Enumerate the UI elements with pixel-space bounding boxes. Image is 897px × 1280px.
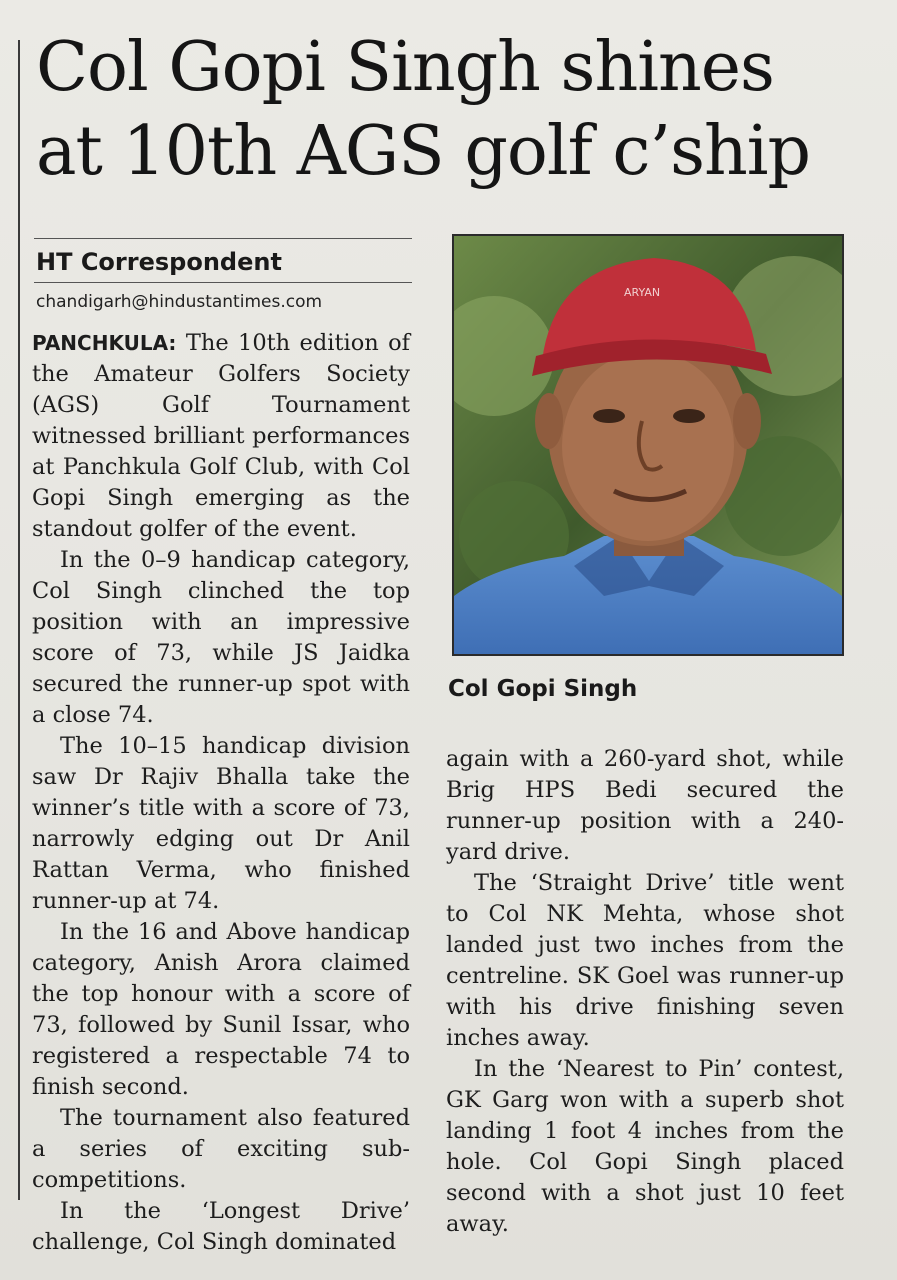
column-rule — [18, 40, 20, 1200]
article-paragraph: The 10–15 handicap division saw Dr Rajiv Bhalla take the winner’s title with a score of 73, narrowly edging out Dr Anil Rattan Verma, who finished runner-up at 74. — [32, 733, 410, 914]
cap-logo: ARYAN — [624, 286, 661, 299]
article-paragraph: In the 16 and Above handicap category, Anish Arora claimed the top honour with a score of 73, followed by Sunil Issar, who registered a respectable 74 to finish second. — [32, 919, 410, 1100]
author-email: chandigarh@hindustantimes.com — [36, 292, 323, 312]
article-paragraph: In the ‘Longest Drive’ challenge, Col Singh dominated — [32, 1198, 410, 1255]
article-paragraph: PANCHKULA: The 10th edition of the Amateur Golfers Society (AGS) Golf Tournament witnessed brilliant performances at Panchkula Golf Club, with Col Gopi Singh emerging as the standout golfer of the event. — [32, 330, 410, 542]
golfer-photo-illustration — [454, 236, 842, 654]
byline: HT Correspondent — [36, 248, 282, 276]
article-paragraph: The tournament also featured a series of exciting sub-competitions. — [32, 1105, 410, 1193]
headline — [36, 26, 876, 194]
article-paragraph: again with a 260-yard shot, while Brig HPS Bedi secured the runner-up position with a 240-yard drive. — [446, 746, 844, 865]
article-paragraph: The ‘Straight Drive’ title went to Col NK Mehta, whose shot landed just two inches from the centreline. SK Goel was runner-up with his drive finishing seven inches away. — [446, 870, 844, 1051]
article-paragraph: In the 0–9 handicap category, Col Singh clinched the top position with an impressive score of 73, while JS Jaidka secured the runner-up spot with a close 74. — [32, 547, 410, 728]
golfer-photo — [452, 234, 844, 656]
article-column-2 — [446, 744, 844, 1240]
byline-rule-top — [34, 238, 412, 239]
headline-line-1: Col Gopi Singh shines — [36, 28, 774, 107]
article-column-1 — [32, 328, 410, 1258]
dateline: PANCHKULA: — [32, 331, 177, 355]
article-paragraph: In the ‘Nearest to Pin’ contest, GK Garg won with a superb shot landing 1 foot 4 inches from the hole. Col Gopi Singh placed second with a shot just 10 feet away. — [446, 1056, 844, 1237]
byline-rule-bottom — [34, 282, 412, 283]
headline-line-2: at 10th AGS golf c’ship — [36, 112, 811, 191]
photo-caption: Col Gopi Singh — [448, 676, 638, 702]
